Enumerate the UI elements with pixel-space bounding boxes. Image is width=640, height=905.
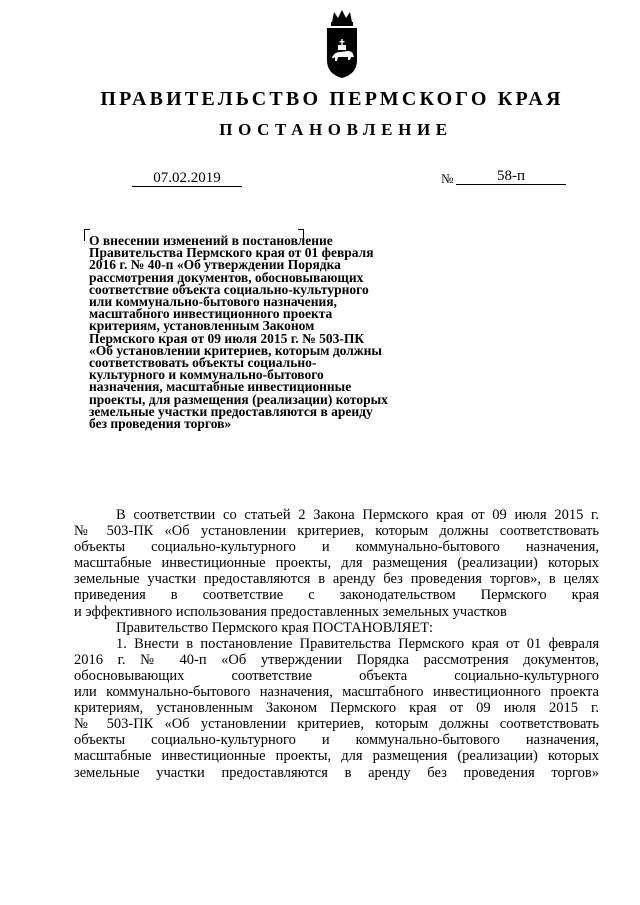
item1-line: земельные участки предоставляются в аренду без проведения торгов» [74,764,599,781]
preamble-line: земельные участки предоставляются в аренду без проведения торгов», в целях [74,571,599,588]
item1-line: обосновывающих соответствие объекта социально-культурного [74,667,599,684]
document-number: 58-п [456,168,566,185]
subject-line: Пермского края от 09 июля 2015 г. № 503-ПК [89,330,365,346]
subject-line: земельные участки предоставляются в аренду [89,403,373,419]
subject-line: рассмотрения документов, обосновывающих [89,269,364,285]
subject-line: 2016 г. № 40-п «Об утверждении Порядка [89,257,341,273]
emblem-graphic [322,8,362,80]
item1-line: № 503-ПК «Об установлении критериев, которым должны соответствовать [74,716,599,733]
document-date: 07.02.2019 [132,170,242,187]
subject-line: культурного и коммунально-бытового [89,367,324,383]
subject-line: назначения, масштабные инвестиционные [89,379,352,395]
subject-line: соответствовать объекты социально- [89,355,317,371]
subject-line: масштабного инвестиционного проекта [89,306,333,322]
preamble-line: приведения в соответствие с законодательством Пермского края [74,587,599,604]
subject-line: проекты, для размещения (реализации) которых [89,391,388,407]
item1-line: 1. Внести в постановление Правительства Пермского края от 01 февраля [116,635,599,652]
preamble-line: В соответствии со статьей 2 Закона Пермского края от 09 июля 2015 г. [116,507,599,523]
subject-line: без проведения торгов» [89,416,232,432]
subject-line: «Об установлении критериев, которым должны [89,342,382,358]
item1-line: 2016 г. № 40-п «Об утверждении Порядка рассмотрения документов, [74,651,599,668]
document-type: ПОСТАНОВЛЕНИЕ [219,120,453,139]
number-sign: № [441,171,454,186]
item1-line: масштабные инвестиционные проекты, для размещения (реализации) которых [74,748,599,765]
preamble-line: объекты социально-культурного и коммунально-бытового назначения, [74,539,599,556]
preamble-line: и эффективного использования предоставленных земельных участков [74,603,507,620]
document-body [74,507,599,781]
preamble-line: № 503-ПК «Об установлении критериев, которым должны соответствовать [74,523,599,540]
item1-line: или коммунально-бытового назначения, масштабного инвестиционного проекта [74,684,599,701]
subject-line: или коммунально-бытового назначения, [89,294,337,310]
government-title: ПРАВИТЕЛЬСТВО ПЕРМСКОГО КРАЯ [100,88,564,110]
item1-line: объекты социально-культурного и коммунально-бытового назначения, [74,732,599,749]
subject-line: О внесении изменений в постановление [89,233,333,248]
item1-line: критериям, установленным Законом Пермского края от 09 июля 2015 г. [74,700,599,717]
subject-line: критериям, установленным Законом [89,318,315,334]
decree-line: Правительство Пермского края ПОСТАНОВЛЯЕТ: [116,619,434,636]
coat-of-arms-icon [322,8,362,80]
subject-line: Правительства Пермского края от 01 февраля [89,245,374,261]
document-subject [89,235,419,430]
subject-line: соответствие объекта социально-культурного [89,281,369,297]
preamble-line: масштабные инвестиционные проекты, для размещения (реализации) которых [74,555,599,572]
